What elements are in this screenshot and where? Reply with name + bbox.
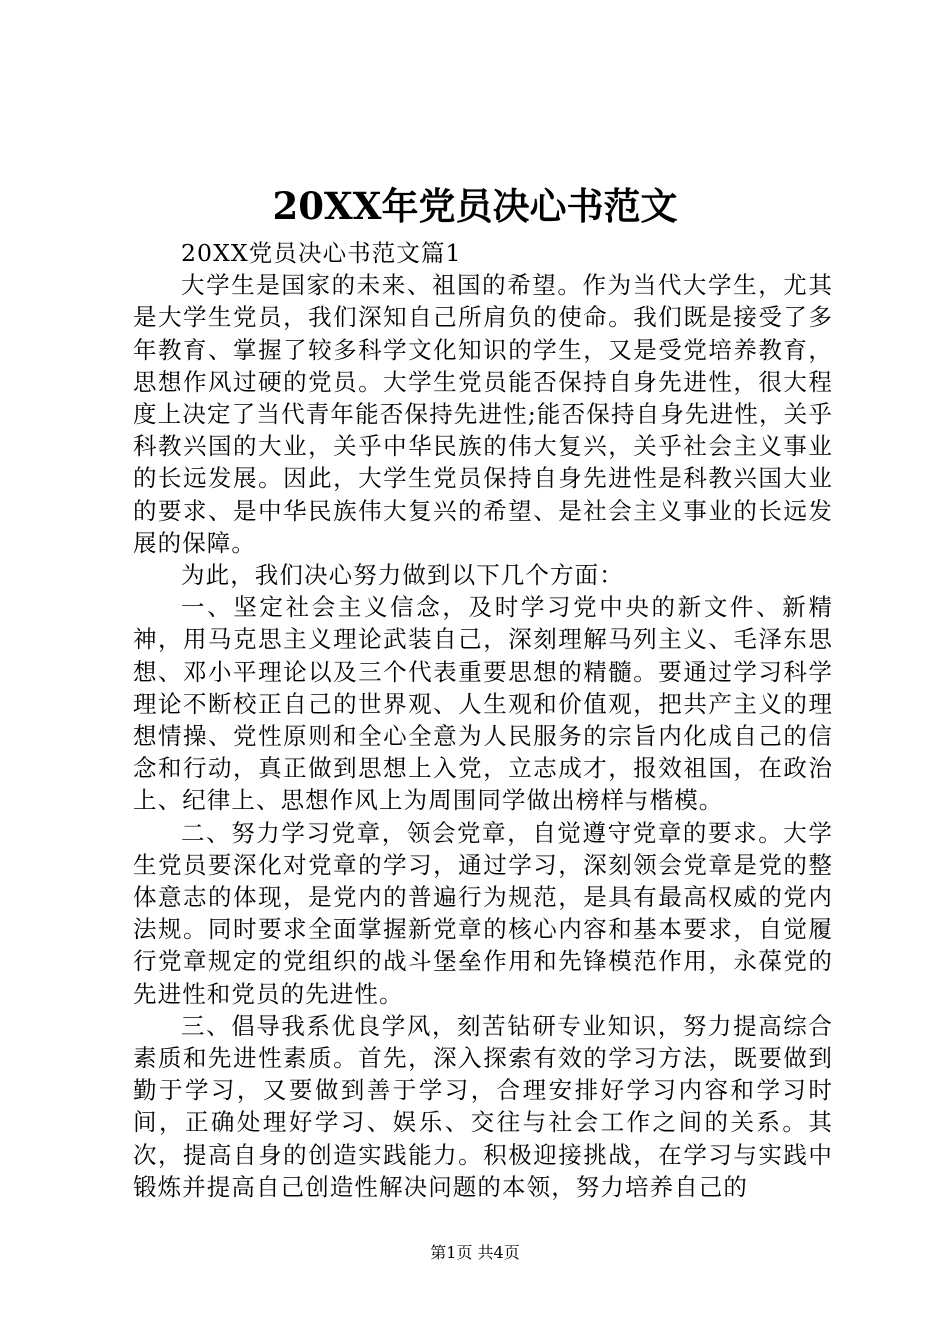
document-body — [133, 237, 833, 1203]
section-heading: 20XX党员决心书范文篇1 — [181, 239, 462, 267]
page-footer: 第1页 共4页 — [430, 1243, 520, 1262]
body-paragraph: 一、坚定社会主义信念，及时学习党中央的新文件、新精神，用马克思主义理论武装自己，深刻理解马列主义、毛泽东思想、邓小平理论以及三个代表重要思想的精髓。要通过学习科学理论不断校正自己的世界观、人生观和价值观，把共产主义的理想情操、党性原则和全心全意为人民服务的宗旨内化成自己的信念和行动，真正做到思想上入党，立志成才，报效祖国，在政治上、纪律上、思想作风上为周围同学做出榜样与楷模。 — [133, 593, 833, 815]
body-paragraph: 大学生是国家的未来、祖国的希望。作为当代大学生，尤其是大学生党员，我们深知自己所肩负的使命。我们既是接受了多年教育、掌握了较多科学文化知识的学生，又是受党培养教育，思想作风过硬的党员。大学生党员能否保持自身先进性，很大程度上决定了当代青年能否保持先进性;能否保持自身先进性，关乎科教兴国的大业，关乎中华民族的伟大复兴，关乎社会主义事业的长远发展。因此，大学生党员保持自身先进性是科教兴国大业的要求、是中华民族伟大复兴的希望、是社会主义事业的长远发展的保障。 — [133, 271, 833, 557]
body-paragraph: 二、努力学习党章，领会党章，自觉遵守党章的要求。大学生党员要深化对党章的学习，通过学习，深刻领会党章是党的整体意志的体现，是党内的普遍行为规范，是具有最高权威的党内法规。同时要求全面掌握新党章的核心内容和基本要求，自觉履行党章规定的党组织的战斗堡垒作用和先锋模范作用，永葆党的先进性和党员的先进性。 — [133, 818, 833, 1008]
body-paragraph: 为此，我们决心努力做到以下几个方面： — [181, 561, 624, 590]
document-title: 20XX年党员决心书范文 — [272, 184, 678, 228]
body-paragraph: 三、倡导我系优良学风，刻苦钻研专业知识，努力提高综合素质和先进性素质。首先，深入探索有效的学习方法，既要做到勤于学习，又要做到善于学习，合理安排好学习内容和学习时间，正确处理好学习、娱乐、交往与社会工作之间的关系。其次，提高自身的创造实践能力。积极迎接挑战，在学习与实践中锻炼并提高自己创造性解决问题的本领，努力培养自己的 — [133, 1011, 833, 1201]
